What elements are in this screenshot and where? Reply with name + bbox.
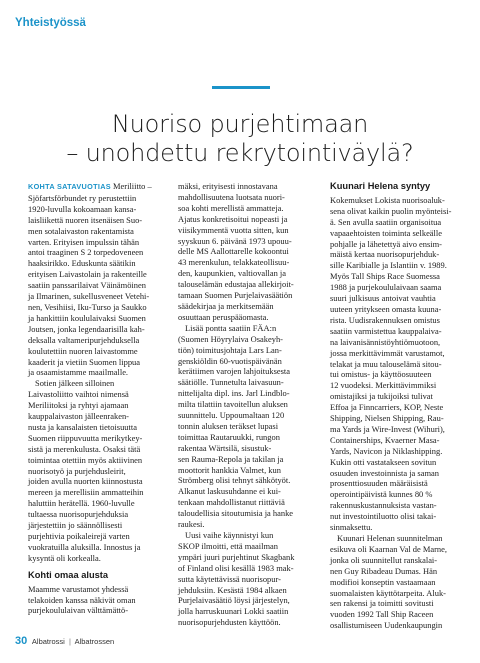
text-line: rista. Uudisrakennuksen omistus bbox=[330, 314, 440, 325]
paragraph-4 bbox=[178, 181, 306, 323]
headline-line-2: – unohdettu rekrytointiväylä? bbox=[66, 139, 414, 167]
text-line: SKOP ilmoitti, että maailman bbox=[178, 540, 278, 551]
text-line: Yards, Navicon ja Niklashipping. bbox=[330, 445, 443, 456]
text-line: tiön) toimitusjohtaja Lars Lan- bbox=[178, 344, 282, 355]
headline-line-1: Nuoriso purjehtimaan bbox=[111, 110, 369, 138]
text-line: 43 merenkulun, telakkateollisuu- bbox=[178, 257, 290, 268]
text-line: Kukin otti vastatakseen sovitun bbox=[330, 456, 437, 467]
text-line: kauppalaivaston jälleenraken- bbox=[28, 411, 129, 422]
accent-bar bbox=[212, 86, 270, 89]
text-line: jolla harruskuunari Lokki saatiin bbox=[178, 606, 289, 617]
text-line: delle MS Aallottarelle kokoontui bbox=[178, 246, 289, 257]
text-line: telakoiden kanssa näkivät oman bbox=[28, 594, 136, 605]
text-line: operointipäivistä kunnes 80 % bbox=[330, 489, 433, 500]
text-line: ja Ilmarinen, sukellusveneet Vetehi- bbox=[28, 291, 150, 302]
text-line: mereen ja merellisiin ammatteihin bbox=[28, 487, 144, 498]
text-line: tonnin aluksen teräkset lupasi bbox=[178, 420, 279, 431]
text-line: moottorit hankkia Valmet, kun bbox=[178, 464, 281, 475]
text-line: pohjalle ja lähetettyä aivo ensim- bbox=[330, 238, 442, 249]
text-line: 1988 ja purjekoululaivaan saama bbox=[330, 282, 442, 293]
text-line: sinmaksettu. bbox=[330, 522, 373, 533]
text-line: rakentaa Wärtsilä, sisustuk- bbox=[178, 442, 272, 453]
text-line: säädekirjaa ja merkitsemään bbox=[178, 300, 274, 311]
paragraph-6 bbox=[178, 530, 306, 628]
text-line: antoi traaginen S 2 torpedoveneen bbox=[28, 247, 144, 258]
lead-in: KOHTA SATAVUOTIAS bbox=[28, 182, 111, 191]
subheading-kohti-omaa-alusta: Kohti omaa alusta bbox=[28, 569, 109, 580]
text-line: esikuva oli Kaarnan Val de Marne, bbox=[330, 543, 447, 554]
text-line: modifioi konseptin vastaamaan bbox=[330, 576, 436, 587]
text-line: nut investointiluotto olisi takai- bbox=[330, 511, 437, 522]
text-line: nuorisopurjehdusten käyttöön. bbox=[178, 617, 281, 628]
text-line: suuri julkisuus antoivat vauhtia bbox=[330, 293, 436, 304]
text-line: Kuunari Helenan suunnitelman bbox=[337, 533, 443, 543]
text-line: Alkanut laskusuhdanne ei kui- bbox=[178, 486, 281, 497]
column-3 bbox=[330, 181, 458, 631]
text-line: purjehtivia poikaleirejä varten bbox=[28, 531, 130, 541]
text-line: nusta ja kansalaisten tietoisuutta bbox=[28, 421, 137, 432]
text-line: genskiöldin 60-vuotispäivänän bbox=[178, 355, 282, 366]
text-line: sille Karibialle ja Islantiin v. 1989. bbox=[330, 260, 447, 271]
text-line: syyskuun 6. päivänä 1973 upouu- bbox=[178, 235, 292, 246]
text-line: haaksirikko. Eduskunta säätikin bbox=[28, 258, 136, 269]
paragraph-3 bbox=[28, 584, 156, 617]
text-line: rakennuskustannuksista vastan- bbox=[330, 500, 437, 511]
text-line: (Suomen Höyrylaiva Osakeyh- bbox=[178, 333, 283, 344]
text-line: men sotalaivaston rakentamista bbox=[28, 225, 134, 236]
text-line: nen, Vesihiisi, Iku-Turso ja Saukko bbox=[28, 301, 147, 312]
text-line: saatiin varmistettua kauppalaiva- bbox=[330, 325, 442, 336]
text-line: vapaaehtoisten toiminta selkeälle bbox=[330, 227, 442, 238]
page-footer bbox=[15, 635, 114, 647]
paragraph-1 bbox=[28, 193, 156, 378]
text-line: viisikymmentä vuotta sitten, kun bbox=[178, 224, 289, 235]
text-line: deksalla valtameripurjehduksella bbox=[28, 334, 140, 345]
text-line: Joutsen, jonka legendaarisilla kah- bbox=[28, 323, 145, 334]
page-number: 30 bbox=[15, 635, 28, 647]
text-line: raukesi. bbox=[178, 519, 205, 530]
footer-separator: | bbox=[68, 637, 71, 646]
text-line: Lisää pontta saatiin FÄA:n bbox=[185, 322, 277, 333]
text-line: ma Yards ja Wire-Invest (Wihuri), bbox=[330, 423, 445, 434]
text-line: purjekoululaivan välttämättö- bbox=[28, 605, 129, 616]
paragraph-2 bbox=[28, 378, 156, 563]
text-line: Laivastoliitto vaihtoi nimensä bbox=[28, 389, 129, 400]
paragraph-7 bbox=[330, 195, 458, 533]
text-line: järjestettiin jo säännöllisesti bbox=[28, 520, 123, 531]
text-line: Kokemukset Lokista nuorisoaluk- bbox=[330, 194, 445, 205]
text-line: sen Rauma-Repola ja takilan ja bbox=[178, 453, 284, 464]
text-line: Sotien jälkeen silloinen bbox=[35, 378, 115, 389]
text-line: Strömberg olisi tehnyt sähkötyöt. bbox=[178, 475, 291, 486]
text-line: 12 vuodeksi. Merkittävimmiksi bbox=[330, 380, 437, 391]
text-line: joiden avulla nuorten kiinnostusta bbox=[28, 476, 143, 487]
text-line: mäksi, erityisesti innostavana bbox=[178, 181, 278, 191]
text-line: Effoa ja Finncarriers, KOP, Neste bbox=[330, 402, 444, 413]
text-line: prosenttiosuuden määräisistä bbox=[330, 478, 428, 489]
text-line: sistä ja merenkulusta. Osaksi tätä bbox=[28, 443, 141, 454]
text-line: tenkaan mahdollistanut riittäviä bbox=[178, 497, 285, 508]
text-line: vuoden 1992 Tall Ship Raceen bbox=[330, 609, 434, 620]
text-line: mahdollisuutena luotsata nuori- bbox=[178, 191, 285, 202]
text-line: suomalaisten käyttötarpeita. Aluk- bbox=[330, 587, 446, 598]
text-line: Meriliitoksi ja ryhtyi ajamaan bbox=[28, 400, 129, 411]
column-1 bbox=[28, 181, 156, 616]
text-line: tui omistus- ja käyttöosuuteen bbox=[330, 369, 432, 380]
text-line: osuuden investoinnista ja saman bbox=[330, 467, 439, 478]
text-line: osallistumiseen Uudenkaupungin bbox=[330, 620, 443, 631]
text-line: Ajatus konkretisoitui nopeasti ja bbox=[178, 213, 288, 224]
text-line: kysyntä oli korkealla. bbox=[28, 552, 101, 563]
text-line: taloudellisia sitoutumisia ja hanke bbox=[178, 508, 294, 519]
text-line: mäistä kertaa nuorisopurjehduk- bbox=[330, 249, 440, 260]
text-line: sena olivat kaikin puolin myönteisi- bbox=[330, 205, 452, 216]
text-line: omistajiksi ja tukijoiksi tulivat bbox=[330, 391, 433, 402]
text-line: milta tilattiin tavoitellun aluksen bbox=[178, 399, 288, 410]
text-line: Myös Tall Ships Race Suomessa bbox=[330, 271, 440, 282]
text-line: ympäri juuri purjehtinut Skagbank bbox=[178, 551, 295, 562]
top-rule bbox=[0, 0, 480, 6]
paragraph-1-line-1: KOHTA SATAVUOTIAS Meriliitto – bbox=[28, 181, 152, 191]
subheading-kuunari-helena: Kuunari Helena syntyy bbox=[330, 181, 431, 191]
column-2 bbox=[178, 181, 306, 628]
text-line: 1920-luvulla kokoamaan kansa- bbox=[28, 203, 137, 214]
text-line: haluttiin herätellä. 1960-luvulle bbox=[28, 498, 135, 509]
text-line: Maamme varustamot yhdessä bbox=[28, 583, 129, 594]
text-line: varten. Erityisen impulssin tähän bbox=[28, 236, 140, 247]
text-line: talouselämän edustajaa allekirjoit- bbox=[178, 279, 294, 290]
text-line: erityisen Laivastolain ja rakenteille bbox=[28, 269, 147, 280]
text-line: Suomen riippuvuutta merikytkey- bbox=[28, 432, 143, 443]
text-line: vuokratuilla aluksilla. Innostus ja bbox=[28, 541, 141, 552]
text-line: sutta käytettävissä nuorisopur- bbox=[178, 573, 281, 584]
text-line: koulutettiin nuoren laivastomme bbox=[28, 345, 138, 356]
text-line: ä. Sen avulla saatiin organisoitua bbox=[330, 216, 442, 227]
text-line: säätiölle. Tunnetulta laivasuun- bbox=[178, 377, 284, 388]
text-line: laisliikettä nuoren itsenäisen Suo- bbox=[28, 214, 143, 225]
text-line: telakat ja muu talouselämä sitou- bbox=[330, 358, 442, 369]
text-line: saatiin panssarilaivat Väinämöinen bbox=[28, 280, 146, 291]
text-line: toimintaa otettiin myös aktiivinen bbox=[28, 454, 143, 465]
text-line: sen rakensi ja toimitti sovitusti bbox=[330, 598, 434, 609]
text-line: ja osaamistamme maailmalle. bbox=[28, 367, 129, 378]
text-line: ja hankittiin koululaivaksi Suomen bbox=[28, 312, 146, 323]
text-line: uuteen yritykseen omasta kuuna- bbox=[330, 303, 442, 314]
text-line: kerätiimen varojen lahjoituksesta bbox=[178, 366, 290, 377]
text-line: tultaessa nuorisopurjehduksia bbox=[28, 509, 129, 520]
publication-name-sv: Albatrossen bbox=[74, 637, 115, 646]
text-line: kaaderit ja vietiin Suomen lippua bbox=[28, 356, 141, 367]
text-line: of Finland olisi kesällä 1983 mak- bbox=[178, 562, 294, 573]
paragraph-8 bbox=[330, 533, 458, 631]
text-line: nen Guy Ribadeau Dumas. Hän bbox=[330, 565, 438, 576]
text-line: jonka oli suunnitellut ranskalai- bbox=[330, 554, 438, 565]
text-line: Containerships, Kvaerner Masa- bbox=[330, 434, 440, 445]
publication-name-fi: Albatrossi bbox=[31, 637, 65, 646]
text-line: nittelijalta dipl. ins. Jarl Lindblo- bbox=[178, 388, 290, 399]
text-line: jehduksiin. Kesästä 1984 alkaen bbox=[178, 584, 287, 595]
text-line: jossa merkittävimmät varustamot, bbox=[330, 347, 445, 358]
text-line: nuorisotyö ja purjehdusleirit, bbox=[28, 465, 126, 476]
text-line: tamaan Suomen Purjelaivasäätiön bbox=[178, 290, 293, 301]
text-line: Purjelaivasäätiö löysi järjestelyn, bbox=[178, 595, 290, 606]
text-line: soa kohti merellistä ammatteja. bbox=[178, 202, 284, 213]
headline bbox=[20, 110, 460, 168]
text-line: osuuttaan peruspääomasta. bbox=[178, 311, 269, 322]
section-tag: Yhteistyössä bbox=[15, 17, 86, 29]
text-line: na laivanisännistöyhtiömuotoon, bbox=[330, 336, 441, 347]
text-line: suunnittelu. Uppoumaltaan 120 bbox=[178, 410, 285, 421]
text-line: Uusi vaihe käynnistyi kun bbox=[185, 530, 274, 540]
text-line: toimittaa Rautaruukki, rungon bbox=[178, 431, 280, 442]
text-line: Shipping, Nielsen Shipping, Rau- bbox=[330, 413, 444, 424]
paragraph-5 bbox=[178, 323, 306, 530]
text-line: den, kaupunkien, valtiovallan ja bbox=[178, 268, 287, 279]
text-line: Sjöfartsförbundet ry perustettiin bbox=[28, 192, 137, 203]
